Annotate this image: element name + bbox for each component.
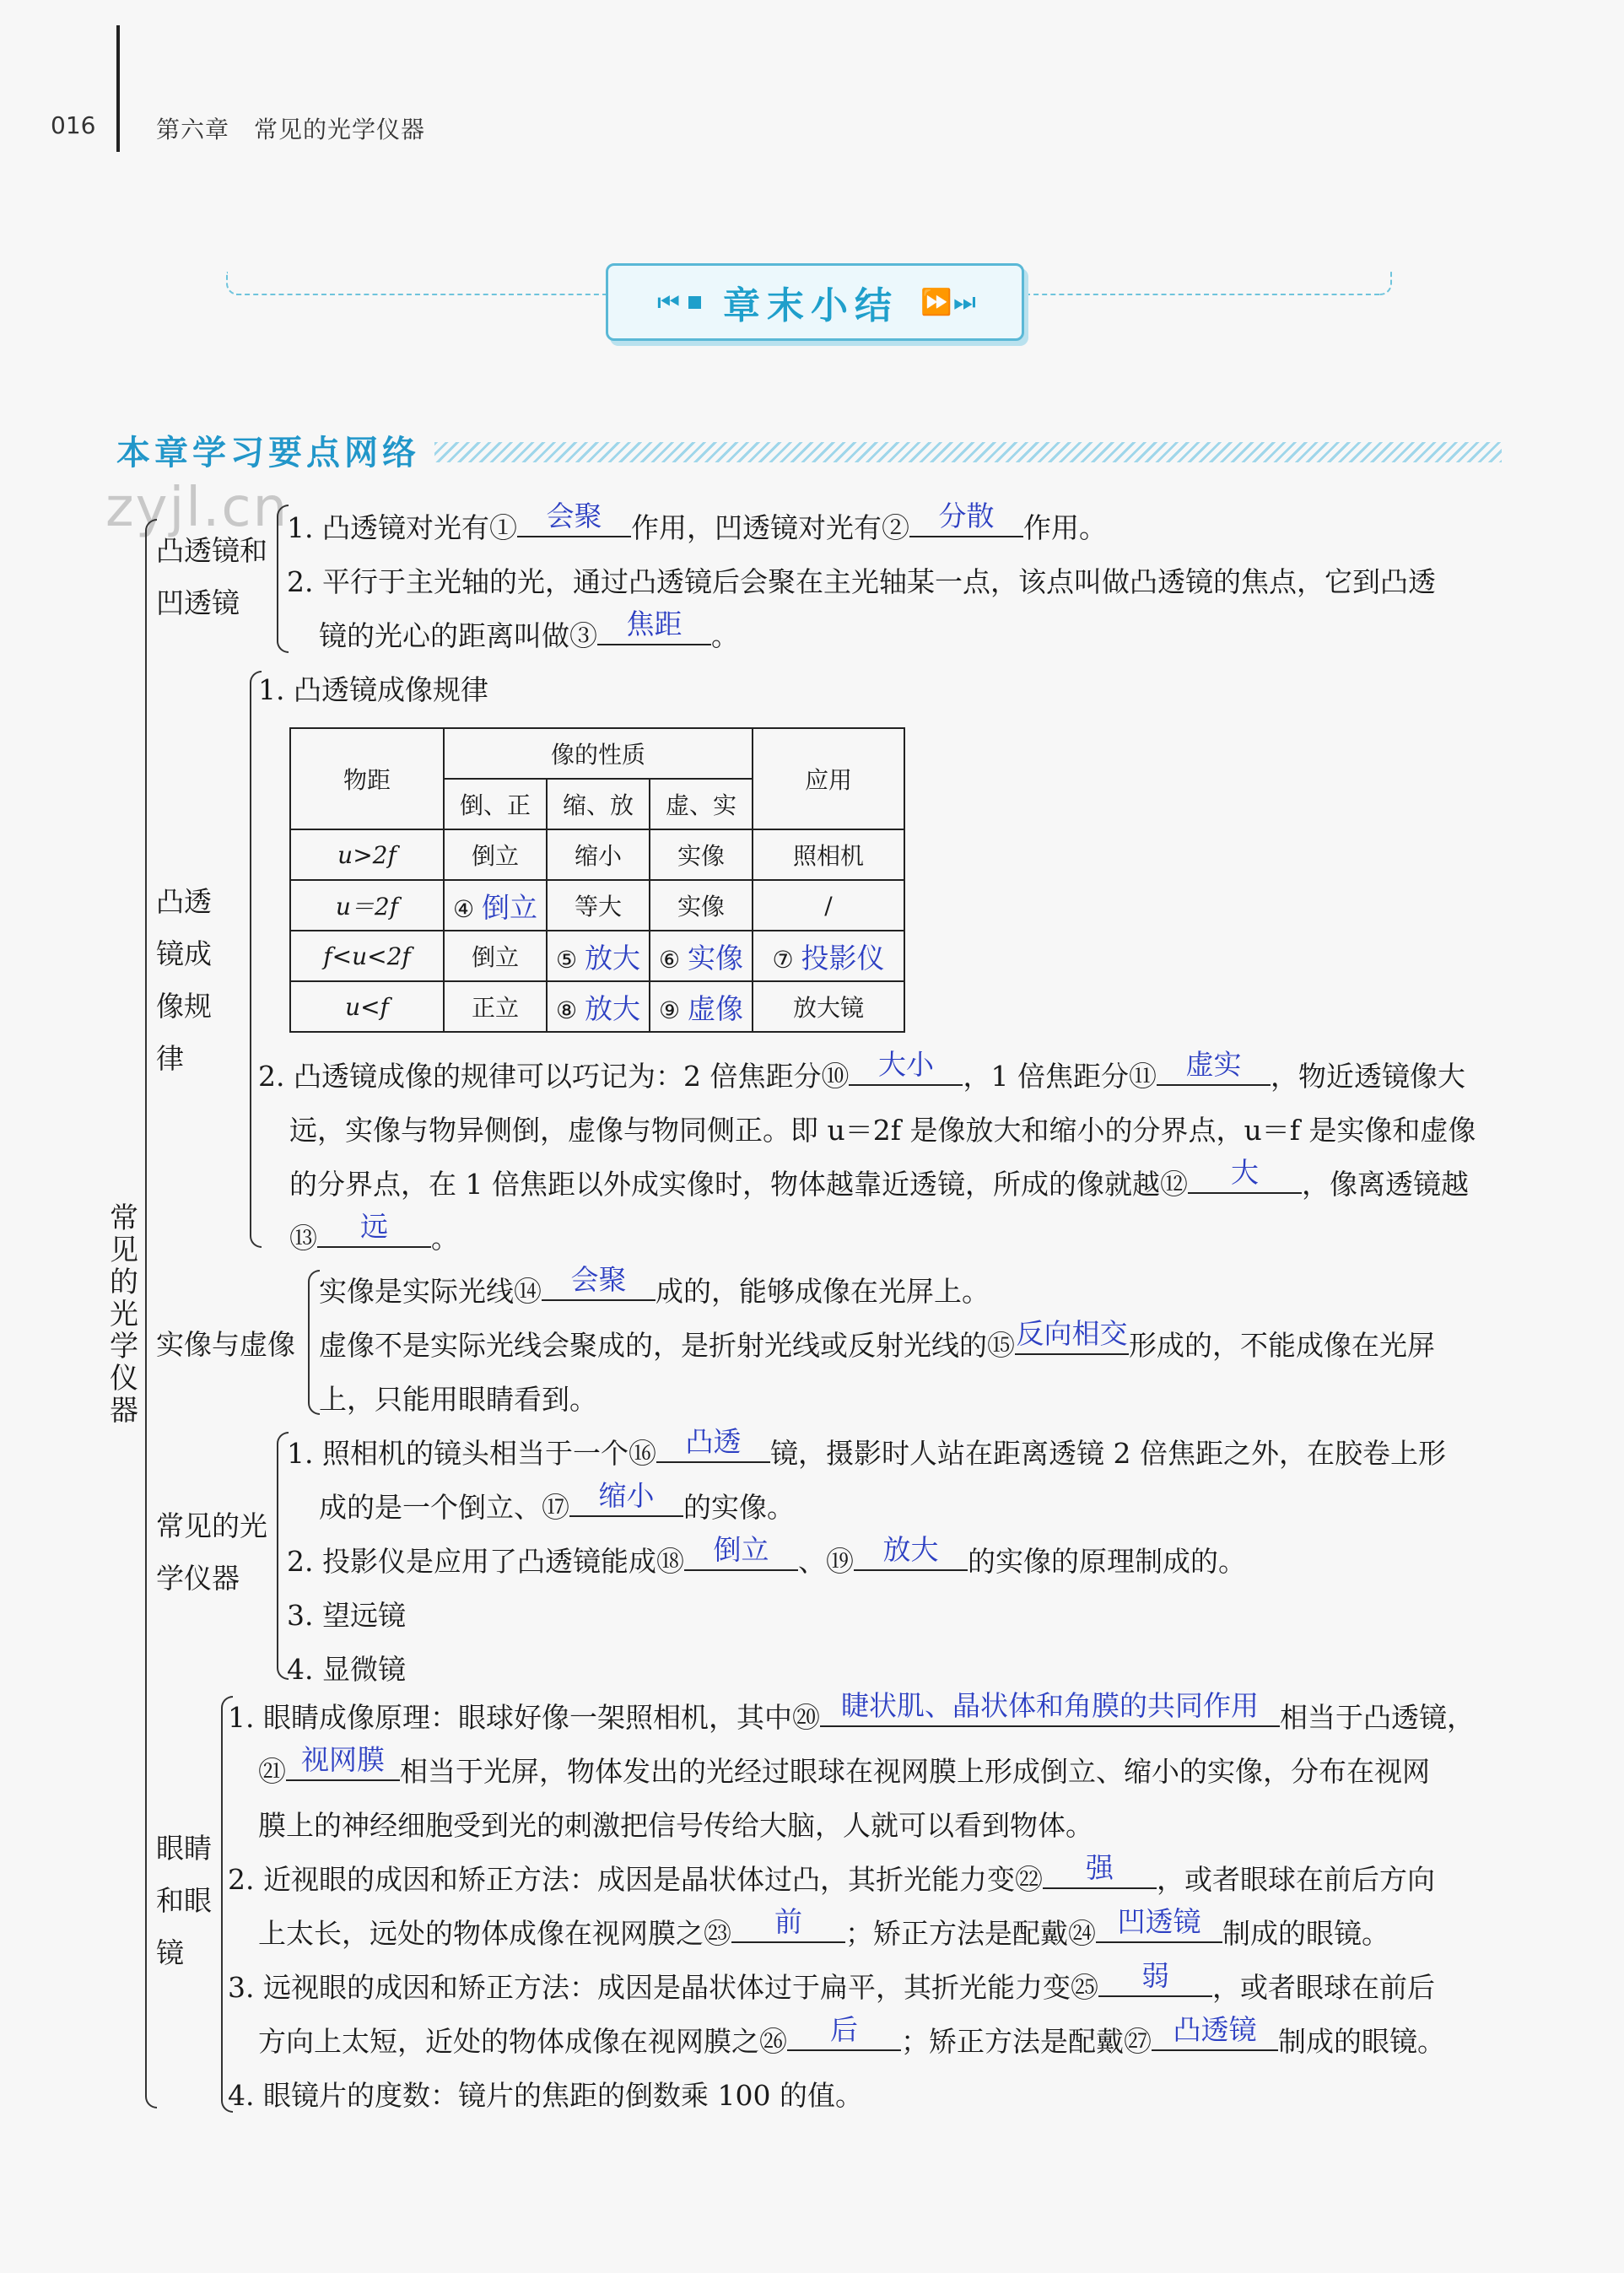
answer-7: 投影仪 [801, 941, 885, 975]
table-row: u<f 正立 ⑧ 放大 ⑨ 虚像 放大镜 [290, 981, 904, 1032]
eyes-line-4: 2. 近视眼的成因和矫正方法：成因是晶状体过凸，其折光能力变㉒ 强 ，或者眼球在前后方向 [228, 1858, 1435, 1898]
answer-2: 分散 [938, 499, 995, 532]
answer-16: 凸透 [685, 1425, 742, 1458]
answer-27: 凸透镜 [1173, 2013, 1257, 2046]
banner-dash-right-end [1375, 272, 1392, 295]
watermark: zyjl.cn [105, 477, 289, 539]
square-icon [688, 296, 701, 309]
topic-instruments: 常见的光学仪器 [156, 1509, 267, 1595]
answer-25: 弱 [1141, 1959, 1169, 1992]
th-distance: 物距 [290, 728, 444, 829]
lens-line-3: 镜的光心的距离叫做③ 焦距 。 [319, 614, 739, 654]
answer-24: 凹透镜 [1117, 1905, 1201, 1938]
header-divider [116, 25, 120, 152]
banner-dash-left-end [226, 272, 243, 295]
imaging-table [289, 727, 905, 1033]
section-stripe [434, 442, 1502, 462]
imaging-line-1: 1. 凸透镜成像规律 [258, 673, 488, 706]
answer-9: 虚像 [688, 991, 743, 1025]
answer-12: 大 [1230, 1156, 1259, 1189]
answer-15: 反向相交 [1016, 1317, 1128, 1350]
real-virtual-line-2: 虚像不是实际光线会聚成的，是折射光线或反射光线的⑮ 反向相交 形成的，不能成像在光屏 [319, 1324, 1435, 1363]
eyes-brace [221, 1696, 233, 2113]
topic-lens: 凸透镜和凹透镜 [156, 534, 267, 619]
root-brace [145, 519, 157, 2108]
answer-14: 会聚 [570, 1263, 627, 1296]
real-virtual-brace [308, 1270, 320, 1415]
answer-6: 实像 [688, 941, 743, 975]
banner-dash-left [236, 294, 607, 295]
lens-line-1: 1. 凸透镜对光有① 会聚 作用，凹透镜对光有② 分散 作用。 [287, 506, 1107, 546]
page-number: 016 [51, 111, 96, 139]
section-title: 本章学习要点网络 [116, 434, 420, 472]
th-sub1: 倒、正 [444, 779, 547, 829]
answer-8: 放大 [585, 991, 640, 1025]
answer-21: 视网膜 [301, 1743, 385, 1776]
imaging-line-3: 远，实像与物异侧倒，虚像与物同侧正。即 u＝2f 是像放大和缩小的分界点，u＝f 是实像和虚像 [289, 1114, 1476, 1147]
table-row: u>2f 倒立 缩小 实像 照相机 [290, 829, 904, 880]
real-virtual-line-1: 实像是实际光线⑭ 会聚 成的，能够成像在光屏上。 [319, 1270, 990, 1309]
answer-19: 放大 [882, 1533, 939, 1566]
answer-13: 远 [360, 1210, 388, 1243]
answer-23: 前 [774, 1905, 802, 1938]
answer-1: 会聚 [546, 499, 602, 532]
answer-26: 后 [830, 2013, 858, 2046]
answer-4: 倒立 [482, 890, 537, 924]
eyes-line-8: 4. 眼镜片的度数：镜片的焦距的倒数乘 100 的值。 [228, 2079, 863, 2112]
skip-forward-icon: ⏩ ⏭ [920, 287, 973, 317]
th-use: 应用 [753, 728, 904, 829]
root-label: 常见的光学仪器 [110, 1201, 138, 1428]
eyes-line-1: 1. 眼睛成像原理：眼球好像一架照相机，其中⑳ 睫状肌、晶状体和角膜的共同作用 相当于凸透镜， [228, 1696, 1475, 1736]
answer-18: 倒立 [713, 1533, 769, 1566]
eyes-line-7: 方向上太短，近处的物体成像在视网膜之㉖ 后 ；矫正方法是配戴㉗ 凸透镜 制成的眼镜。 [258, 2020, 1445, 2060]
eyes-line-2: ㉑ 视网膜 相当于光屏，物体发出的光经过眼球在视网膜上形成倒立、缩小的实像，分布在视网 [258, 1750, 1430, 1790]
instruments-line-1: 1. 照相机的镜头相当于一个⑯ 凸透 镜，摄影时人站在距离透镜 2 倍焦距之外，在胶卷上形 [287, 1432, 1446, 1471]
imaging-line-4: 的分界点，在 1 倍焦距以外成实像时，物体越靠近透镜，所成的像就越⑫ 大 ，像离透镜越 [289, 1163, 1469, 1202]
th-sub2: 缩、放 [547, 779, 650, 829]
topic-real-virtual: 实像与虚像 [156, 1328, 295, 1361]
imaging-brace [250, 671, 262, 1248]
answer-17: 缩小 [598, 1479, 655, 1512]
topic-eyes: 眼睛和眼镜 [156, 1832, 212, 1969]
answer-10: 大小 [877, 1048, 934, 1081]
th-props: 像的性质 [444, 728, 753, 779]
skip-back-icon: ⏮ [657, 287, 677, 317]
instruments-line-5: 4. 显微镜 [287, 1653, 406, 1686]
topic-imaging: 凸透镜成像规律 [156, 885, 212, 1075]
answer-11: 虚实 [1185, 1048, 1242, 1081]
answer-20: 睫状肌、晶状体和角膜的共同作用 [840, 1689, 1259, 1722]
instruments-line-2: 成的是一个倒立、⑰ 缩小 的实像。 [319, 1486, 795, 1525]
banner-dash-right [1025, 294, 1379, 295]
th-sub3: 虚、实 [650, 779, 753, 829]
table-row: f<u<2f 倒立 ⑤ 放大 ⑥ 实像 ⑦ 投影仪 [290, 931, 904, 981]
table-row: u＝2f ④ 倒立 等大 实像 / [290, 880, 904, 931]
chapter-summary-banner [606, 263, 1024, 341]
eyes-line-6: 3. 远视眼的成因和矫正方法：成因是晶状体过于扁平，其折光能力变㉕ 弱 ，或者眼球在前后 [228, 1966, 1435, 2006]
imaging-line-5: ⑬ 远 。 [289, 1217, 459, 1256]
eyes-line-3: 膜上的神经细胞受到光的刺激把信号传给大脑，人就可以看到物体。 [258, 1809, 1093, 1842]
answer-22: 强 [1085, 1851, 1114, 1884]
imaging-line-2: 2. 凸透镜成像的规律可以巧记为：2 倍焦距分⑩ 大小 ，1 倍焦距分⑪ 虚实 ，物近透镜像大 [258, 1055, 1465, 1094]
instruments-line-3: 2. 投影仪是应用了凸透镜能成⑱ 倒立 、⑲ 放大 的实像的原理制成的。 [287, 1540, 1246, 1579]
lens-line-2: 2. 平行于主光轴的光，通过凸透镜后会聚在主光轴某一点，该点叫做凸透镜的焦点，它到凸透 [287, 565, 1436, 598]
banner-title: 章末小结 [723, 284, 899, 327]
instruments-line-4: 3. 望远镜 [287, 1599, 406, 1632]
eyes-line-5: 上太长，远处的物体成像在视网膜之㉓ 前 ；矫正方法是配戴㉔ 凹透镜 制成的眼镜。 [258, 1912, 1389, 1952]
answer-5: 放大 [585, 941, 640, 975]
answer-3: 焦距 [626, 607, 683, 640]
real-virtual-line-3: 上，只能用眼睛看到。 [319, 1383, 597, 1416]
chapter-title: 第六章 常见的光学仪器 [156, 116, 426, 143]
